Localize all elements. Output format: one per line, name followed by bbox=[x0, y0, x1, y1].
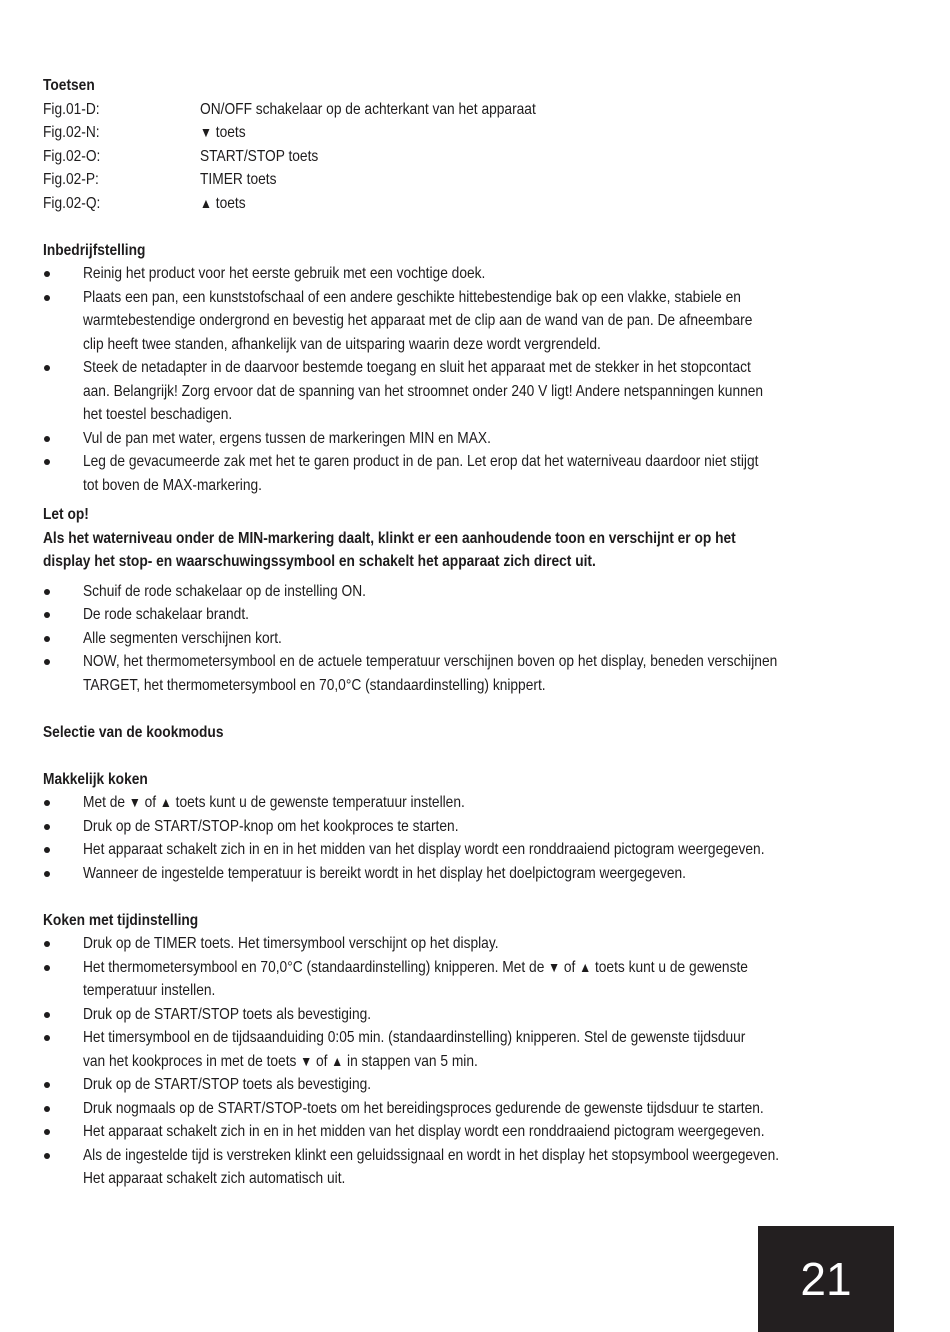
list-item: Vul de pan met water, ergens tussen de markeringen MIN en MAX. bbox=[43, 427, 903, 451]
heading-inbedrijfstelling: Inbedrijfstelling bbox=[43, 241, 146, 259]
list-item: Reinig het product voor het eerste gebruik met een vochtige doek. bbox=[43, 262, 903, 286]
list-item: Druk op de START/STOP-knop om het kookproces te starten. bbox=[43, 815, 903, 839]
down-triangle-icon: ▼ bbox=[300, 1052, 313, 1069]
heading-makkelijk-koken: Makkelijk koken bbox=[43, 770, 148, 788]
bullet-icon bbox=[43, 1026, 53, 1050]
bullet-icon bbox=[43, 932, 53, 956]
list-item: Met de ▼ of ▲ toets kunt u de gewenste temperatuur instellen. bbox=[43, 791, 903, 815]
bullet-icon bbox=[43, 603, 53, 627]
up-triangle-icon: ▲ bbox=[331, 1052, 344, 1069]
up-triangle-icon: ▲ bbox=[579, 958, 592, 975]
list-item: NOW, het thermometersymbool en de actuele temperatuur verschijnen boven op het display, beneden verschijnen TARGET, het thermometersymbool en 70,0°C (standaardinstelling) knippert. bbox=[43, 650, 903, 697]
fig-label: Fig.02-P: bbox=[43, 171, 99, 188]
bullet-icon bbox=[43, 1120, 53, 1144]
key-row-p bbox=[43, 168, 903, 192]
warning-text: display het stop- en waarschuwingssymbool en schakelt het apparaat zich direct uit. bbox=[43, 553, 596, 570]
bullet-icon bbox=[43, 1073, 53, 1097]
bullet-icon bbox=[43, 791, 53, 815]
key-description: START/STOP toets bbox=[200, 147, 319, 165]
fig-label: Fig.02-N: bbox=[43, 124, 100, 141]
setup-list bbox=[43, 262, 903, 497]
bullet-icon bbox=[43, 450, 53, 474]
bullet-icon bbox=[43, 815, 53, 839]
list-item: Het thermometersymbool en 70,0°C (standaardinstelling) knipperen. Met de ▼ of ▲ toets kunt u de gewenste temperatuur instellen. bbox=[43, 956, 903, 1003]
heading-toetsen: Toetsen bbox=[43, 77, 95, 94]
up-triangle-icon: ▲ bbox=[200, 194, 212, 211]
bullet-icon bbox=[43, 580, 53, 604]
fig-label: Fig.02-Q: bbox=[43, 194, 101, 212]
list-item: Druk op de START/STOP toets als bevestiging. bbox=[43, 1073, 903, 1097]
key-description: TIMER toets bbox=[200, 171, 277, 188]
list-item: Leg de gevacumeerde zak met het te garen product in de pan. Let erop dat het waterniveau daardoor niet stijgt tot boven de MAX-markering. bbox=[43, 450, 903, 497]
key-row-q bbox=[43, 192, 903, 216]
manual-page bbox=[43, 74, 903, 1191]
bullet-icon bbox=[43, 956, 53, 980]
key-row-o bbox=[43, 145, 903, 169]
key-description: toets bbox=[211, 124, 246, 141]
key-row-n bbox=[43, 121, 903, 145]
down-triangle-icon: ▼ bbox=[128, 794, 141, 810]
list-item: Wanneer de ingestelde temperatuur is bereikt wordt in het display het doelpictogram weergegeven. bbox=[43, 862, 903, 886]
bullet-icon bbox=[43, 286, 53, 310]
startup-list bbox=[43, 580, 903, 698]
bullet-icon bbox=[43, 427, 53, 451]
list-item: Als de ingestelde tijd is verstreken klinkt een geluidssignaal en wordt in het display het stopsymbool weergegeven. Het apparaat schakelt zich automatisch uit. bbox=[43, 1144, 903, 1191]
timed-cooking-list bbox=[43, 932, 903, 1191]
up-triangle-icon: ▲ bbox=[159, 794, 172, 810]
down-triangle-icon: ▼ bbox=[200, 124, 212, 140]
bullet-icon bbox=[43, 838, 53, 862]
list-item: Het timersymbool en de tijdsaanduiding 0:05 min. (standaardinstelling) knipperen. Stel de gewenste tijdsduur van het kookproces in met de toets ▼ of ▲ in stappen van 5 min. bbox=[43, 1026, 903, 1073]
list-item: Het apparaat schakelt zich in en in het midden van het display wordt een ronddraaiend pictogram weergegeven. bbox=[43, 1120, 903, 1144]
bullet-icon bbox=[43, 862, 53, 886]
warning-text: Als het waterniveau onder de MIN-markering daalt, klinkt er een aanhoudende toon en verschijnt er op het bbox=[43, 529, 736, 547]
bullet-icon bbox=[43, 1097, 53, 1121]
warning-heading: Let op! bbox=[43, 506, 89, 523]
list-item: De rode schakelaar brandt. bbox=[43, 603, 903, 627]
list-item: Druk op de TIMER toets. Het timersymbool verschijnt op het display. bbox=[43, 932, 903, 956]
bullet-icon bbox=[43, 650, 53, 674]
bullet-icon bbox=[43, 627, 53, 651]
list-item: Alle segmenten verschijnen kort. bbox=[43, 627, 903, 651]
list-item: Schuif de rode schakelaar op de instelling ON. bbox=[43, 580, 903, 604]
down-triangle-icon: ▼ bbox=[548, 958, 561, 975]
list-item: Druk nogmaals op de START/STOP-toets om het bereidingsproces gedurende de gewenste tijdsduur te starten. bbox=[43, 1097, 903, 1121]
key-description: toets bbox=[211, 194, 246, 212]
list-item: Steek de netadapter in de daarvoor bestemde toegang en sluit het apparaat met de stekker in het stopcontact aan. Belangrijk! Zorg ervoor dat de spanning van het stroomnet onder 240 V ligt! Andere netspanningen kunnen het toestel beschadigen. bbox=[43, 356, 903, 427]
key-description: ON/OFF schakelaar op de achterkant van het apparaat bbox=[200, 100, 536, 118]
list-item: Het apparaat schakelt zich in en in het midden van het display wordt een ronddraaiend pictogram weergegeven. bbox=[43, 838, 903, 862]
bullet-icon bbox=[43, 262, 53, 286]
key-row-d bbox=[43, 98, 903, 122]
fig-label: Fig.01-D: bbox=[43, 100, 100, 118]
bullet-icon bbox=[43, 356, 53, 380]
list-item: Druk op de START/STOP toets als bevestiging. bbox=[43, 1003, 903, 1027]
page-number: 21 bbox=[758, 1226, 894, 1332]
heading-selectie: Selectie van de kookmodus bbox=[43, 723, 224, 741]
fig-label: Fig.02-O: bbox=[43, 147, 101, 165]
heading-koken-met-tijdinstelling: Koken met tijdinstelling bbox=[43, 911, 199, 929]
list-item: Plaats een pan, een kunststofschaal of een andere geschikte hittebestendige bak op een vlakke, stabiele en warmtebestendige ondergrond en bevestig het apparaat met de clip aan de wand van de pan. De afneembare clip heeft twee standen, afhankelijk van de uitsparing waarin deze wordt vergrendeld. bbox=[43, 286, 903, 357]
easy-cooking-list bbox=[43, 791, 903, 885]
bullet-icon bbox=[43, 1003, 53, 1027]
bullet-icon bbox=[43, 1144, 53, 1168]
